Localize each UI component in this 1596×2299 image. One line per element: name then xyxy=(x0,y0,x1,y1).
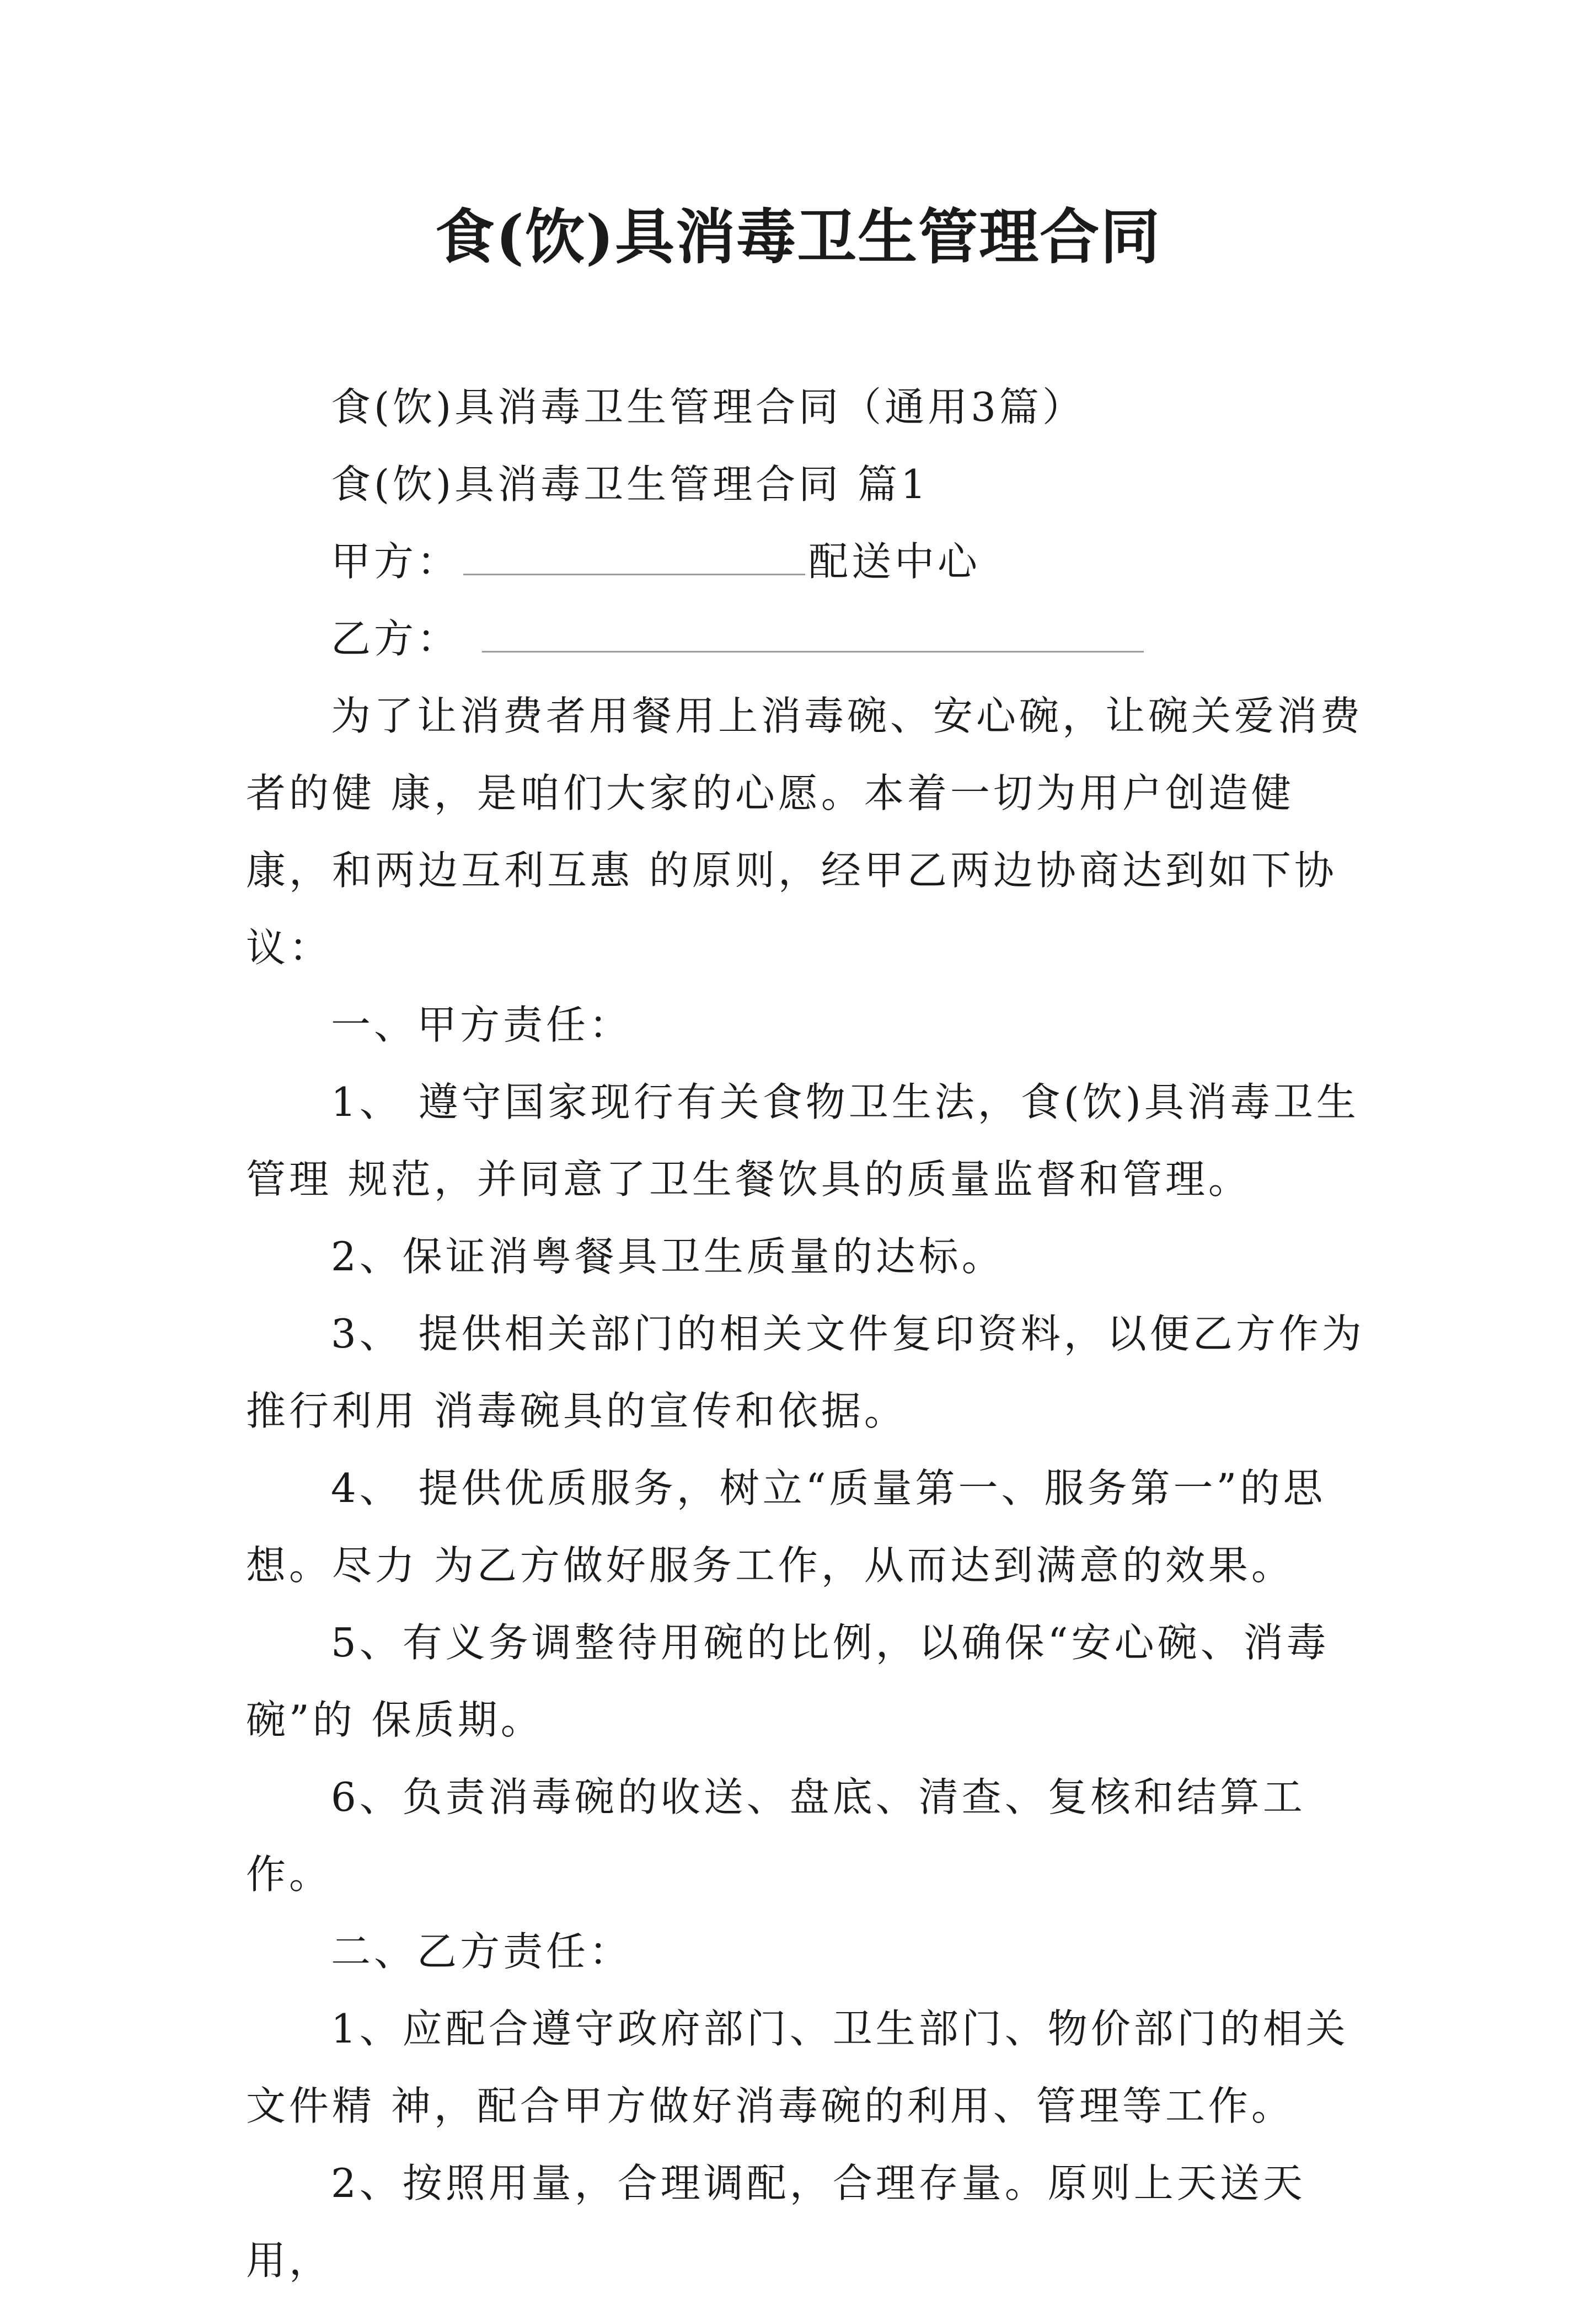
party-a-blank xyxy=(463,541,805,575)
document-subtitle: 食(饮)具消毒卫生管理合同（通用3篇） xyxy=(331,384,1085,430)
intro-paragraph: 为了让消费者用餐用上消毒碗、安心碗，让碗关爱消费者的健 康，是咱们大家的心愿。本着一切为用户创造健康，和两边互利互惠 的原则，经甲乙两边协商达到如下协议： xyxy=(246,693,1364,971)
party-a-duties-heading: 一、甲方责任： xyxy=(331,1002,633,1048)
party-b-label: 乙方： xyxy=(331,616,460,662)
party-b-line xyxy=(246,600,1365,677)
party-a-label: 甲方： xyxy=(331,538,460,585)
party-b-duty-item: 2、按照用量，合理调配，合理存量。原则上天送天用， xyxy=(246,2160,1306,2284)
document-body xyxy=(246,368,1365,2299)
party-a-duty-item: 3、 提供相关部门的相关文件复印资料，以便乙方作为推行利用 消毒碗具的宣传和依据。 xyxy=(246,1311,1365,1434)
party-b-blank xyxy=(482,618,1144,653)
party-b-duty-item: 1、应配合遵守政府部门、卫生部门、物价部门的相关文件精 神，配合甲方做好消毒碗的利用、管理等工作。 xyxy=(246,2006,1349,2129)
party-a-duty-item: 4、 提供优质服务，树立“质量第一、服务第一”的思想。尽力 为乙方做好服务工作，从而达到满意的效果。 xyxy=(246,1465,1326,1589)
party-a-duty-item: 1、 遵守国家现行有关食物卫生法，食(饮)具消毒卫生管理 规范，并同意了卫生餐饮具的质量监督和管理。 xyxy=(246,1079,1359,1202)
document-title: 食(饮)具消毒卫生管理合同 xyxy=(435,202,1161,272)
party-b-duties-heading: 二、乙方责任： xyxy=(331,1928,633,1975)
party-a-duty-item: 5、有义务调整待用碗的比例，以确保“安心碗、消毒碗”的 保质期。 xyxy=(246,1619,1330,1743)
party-a-duty-item: 6、负责消毒碗的收送、盘底、清查、复核和结算工作。 xyxy=(246,1774,1306,1897)
party-a-suffix: 配送中心 xyxy=(808,538,981,585)
party-a-duty-item: 2、保证消粤餐具卫生质量的达标。 xyxy=(331,1233,1005,1280)
party-a-line xyxy=(246,523,1365,600)
section-heading: 食(饮)具消毒卫生管理合同 篇1 xyxy=(331,461,929,507)
